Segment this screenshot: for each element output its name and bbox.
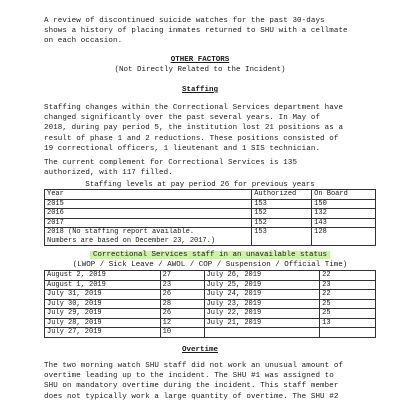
table-cell: 153 (252, 228, 312, 246)
table-cell: July 26, 2019 (204, 271, 320, 281)
unavailable-caption-title: Correctional Services staff in an unavailable status (90, 251, 330, 259)
table-row (45, 218, 376, 228)
table-cell: July 23, 2019 (204, 299, 320, 309)
table-cell: 23 (160, 280, 204, 290)
staffing-heading: Staffing (181, 86, 218, 94)
overtime-paragraph: The two morning watch SHU staff did not work an unusual amount of overtime leading up to the incident. The SHU #1 was assigned to SHU on mandatory overtime during the incident. This staff member does not typically work a large quantity of overtime. The SHU #2 (44, 362, 344, 400)
table-cell (320, 328, 376, 338)
table-cell: July 27, 2019 (45, 328, 161, 338)
table-row (45, 328, 376, 338)
table-cell: 143 (312, 218, 376, 228)
table-cell: July 30, 2019 (45, 299, 161, 309)
table-header-row (45, 190, 376, 200)
table-cell: 25 (320, 309, 376, 319)
table-cell: July 28, 2019 (45, 318, 161, 328)
table-cell: August 2, 2019 (45, 271, 161, 281)
intro-paragraph: A review of discontinued suicide watches for the past 30-days shows a history of placing inmates returned to SHU with a cellmate on each occasion. (44, 17, 348, 46)
staffing-paragraph-2: The current complement for Correctional Services is 135 authorized, with 117 filled. (44, 159, 298, 178)
staffing-levels-table (44, 189, 376, 246)
table-cell: 128 (312, 228, 376, 246)
table-cell: 2018 (No staffing report available. Numbers are based on December 23, 2017.) (45, 228, 252, 246)
table-cell: 23 (320, 280, 376, 290)
table-cell: 25 (320, 299, 376, 309)
table-cell (204, 328, 320, 338)
table-cell: 28 (160, 299, 204, 309)
table-cell: 152 (252, 218, 312, 228)
table-cell: 26 (160, 290, 204, 300)
table-cell: 26 (160, 309, 204, 319)
table-cell: Year (45, 190, 252, 200)
staffing-paragraph-1: Staffing changes within the Correctional Services department have changed significantly over the past several years. In May of 2018, during pay period 5, the institution lost 21 positions as a result of phase 1 and 2 reductions. These positions consisted of 19 correctional officers, 1 lieutenant and 1 SIS technician. (44, 104, 344, 153)
table-row (45, 209, 376, 219)
table-cell: 2016 (45, 209, 252, 219)
table-cell: 12 (160, 318, 204, 328)
table-cell: 152 (252, 209, 312, 219)
overtime-heading: Overtime (181, 346, 218, 354)
table-cell: 22 (320, 271, 376, 281)
table-cell: 13 (320, 318, 376, 328)
table-row (45, 309, 376, 319)
other-factors-subheading: (Not Directly Related to the Incident) (114, 66, 286, 74)
unavailable-caption-subtitle: (LWOP / Sick Leave / AWOL / COP / Suspension / Official Time) (72, 261, 348, 269)
table-cell: On Board (312, 190, 376, 200)
table-cell: 27 (160, 271, 204, 281)
table-cell: July 21, 2019 (204, 318, 320, 328)
table-cell: 153 (252, 199, 312, 209)
table-row (45, 280, 376, 290)
staffing-table-caption: Staffing levels at pay period 26 for previous years (85, 181, 315, 189)
table-row (45, 299, 376, 309)
table-cell: July 24, 2019 (204, 290, 320, 300)
table-cell: July 31, 2019 (45, 290, 161, 300)
table-row (45, 271, 376, 281)
table-cell: 22 (320, 290, 376, 300)
table-row (45, 318, 376, 328)
other-factors-heading: OTHER FACTORS (170, 56, 230, 64)
unavailable-caption (44, 250, 376, 270)
table-cell: July 25, 2019 (204, 280, 320, 290)
unavailable-staff-table (44, 270, 376, 338)
table-cell: July 22, 2019 (204, 309, 320, 319)
table-row (45, 199, 376, 209)
table-cell: 2017 (45, 218, 252, 228)
table-cell: August 1, 2019 (45, 280, 161, 290)
table-cell: 10 (160, 328, 204, 338)
table-cell: 132 (312, 209, 376, 219)
table-row (45, 228, 376, 246)
table-row (45, 290, 376, 300)
table-cell: July 29, 2019 (45, 309, 161, 319)
table-cell: 150 (312, 199, 376, 209)
other-factors-section (0, 55, 400, 75)
table-cell: 2015 (45, 199, 252, 209)
table-cell: Authorized (252, 190, 312, 200)
